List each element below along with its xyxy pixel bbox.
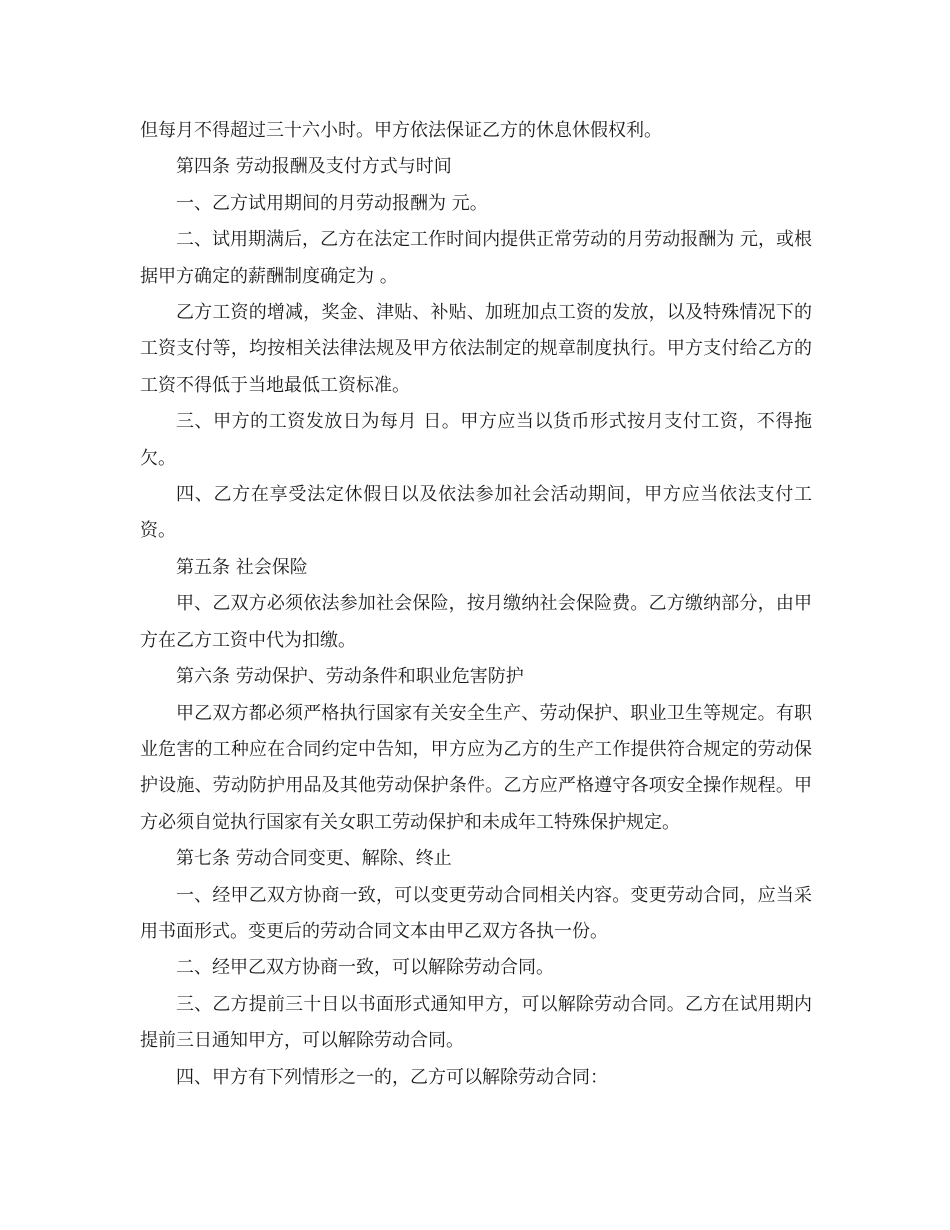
paragraph: 但每月不得超过三十六小时。甲方依法保证乙方的休息休假权利。 [140,120,662,141]
paragraph: 二、经甲乙双方协商一致，可以解除劳动合同。 [176,957,554,979]
article-heading: 第六条 劳动保护、劳动条件和职业危害防护 [176,666,524,688]
article-heading: 第七条 劳动合同变更、解除、终止 [176,848,452,870]
article-heading: 第五条 社会保险 [176,556,308,578]
paragraph: 三、甲方的工资发放日为每月 日。甲方应当以货币形式按月支付工资，不得拖欠。 [140,411,812,469]
paragraph: 四、甲方有下列情形之一的，乙方可以解除劳动合同： [176,1066,608,1088]
paragraph: 甲、乙双方必须依法参加社会保险，按月缴纳社会保险费。乙方缴纳部分，由甲方在乙方工资中代为扣缴。 [140,593,812,651]
paragraph: 乙方工资的增减，奖金、津贴、补贴、加班加点工资的发放，以及特殊情况下的工资支付等，均按相关法律法规及甲方依法制定的规章制度执行。甲方支付给乙方的工资不得低于当地最低工资标准。 [140,302,812,396]
paragraph: 甲乙双方都必须严格执行国家有关安全生产、劳动保护、职业卫生等规定。有职业危害的工种应在合同约定中告知，甲方应为乙方的生产工作提供符合规定的劳动保护设施、劳动防护用品及其他劳动保护条件。乙方应严格遵守各项安全操作规程。甲方必须自觉执行国家有关女职工劳动保护和未成年工特殊保护规定。 [140,702,812,833]
paragraph: 三、乙方提前三十日以书面形式通知甲方，可以解除劳动合同。乙方在试用期内提前三日通知甲方，可以解除劳动合同。 [140,993,812,1052]
paragraph: 二、试用期满后，乙方在法定工作时间内提供正常劳动的月劳动报酬为 元，或根据甲方确定的薪酬制度确定为 。 [140,229,812,287]
paragraph: 一、经甲乙双方协商一致，可以变更劳动合同相关内容。变更劳动合同，应当采用书面形式。变更后的劳动合同文本由甲乙双方各执一份。 [140,884,812,942]
document-body [140,113,812,1096]
article-heading: 第四条 劳动报酬及支付方式与时间 [176,156,452,178]
paragraph: 四、乙方在享受法定休假日以及依法参加社会活动期间，甲方应当依法支付工资。 [140,484,812,542]
paragraph: 一、乙方试用期间的月劳动报酬为 元。 [176,192,488,214]
